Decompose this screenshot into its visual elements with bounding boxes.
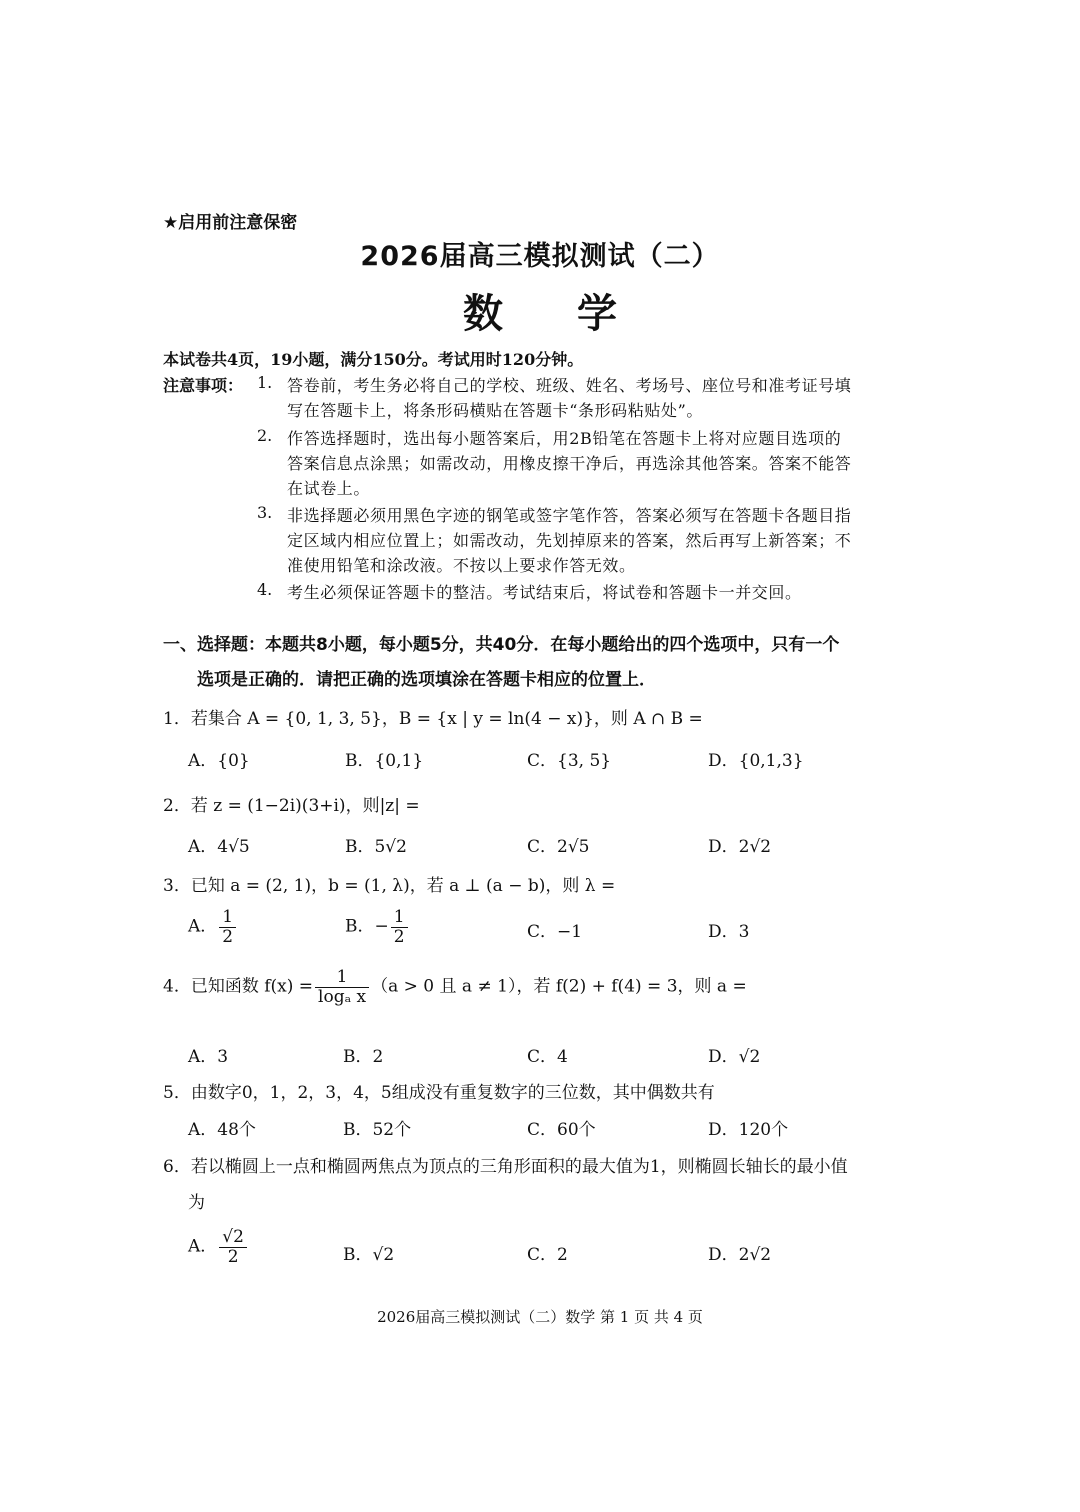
q4-option-d: D．√2 — [708, 1047, 761, 1067]
q2-option-b: B．5√2 — [345, 837, 407, 857]
fraction-numerator: 1 — [391, 908, 408, 928]
q6-option-b: B．√2 — [343, 1245, 395, 1265]
question-2-stem: 2．若 z = (1−2i)(3+i)，则|z| = — [163, 796, 420, 816]
section-1-heading-cont: 选项是正确的．请把正确的选项填涂在答题卡相应的位置上． — [197, 670, 656, 690]
q3-option-a-fraction — [219, 908, 236, 946]
fraction-denominator: 2 — [393, 926, 405, 947]
note-1-line-1: 答卷前，考生务必将自己的学校、班级、姓名、考场号、座位号和准考证号填 — [287, 376, 852, 395]
q4-option-c: C．4 — [527, 1047, 568, 1067]
note-2-line-1: 作答选择题时，选出每小题答案后，用2B铅笔在答题卡上将对应题目选项的 — [287, 429, 842, 448]
q6-option-a — [188, 1228, 249, 1266]
subject-title: 数 学 — [463, 291, 647, 337]
q3-option-c: C．−1 — [527, 922, 583, 942]
notes-label: 注意事项： — [163, 376, 244, 395]
q4-fraction — [315, 968, 369, 1006]
q3-option-a — [188, 908, 238, 946]
note-3-line-1: 非选择题必须用黑色字迹的钢笔或签字笔作答，答案必须写在答题卡各题目指 — [287, 506, 852, 525]
note-2-line-2: 答案信息点涂黑；如需改动，用橡皮擦干净后，再选涂其他答案。答案不能答 — [287, 454, 852, 473]
fraction-denominator: 2 — [227, 1246, 239, 1267]
q1-option-c: C．{3, 5} — [527, 751, 612, 771]
q4-stem-pre: 4．已知函数 f(x) = — [163, 976, 314, 997]
q5-option-c: C．60个 — [527, 1120, 596, 1140]
question-6-stem-cont: 为 — [188, 1193, 205, 1213]
q6-option-d: D．2√2 — [708, 1245, 772, 1265]
q3-option-b-label: B．− — [345, 916, 389, 937]
q3-option-a-label: A． — [188, 916, 218, 937]
q3-option-b-fraction — [391, 908, 408, 946]
fraction-numerator: 1 — [315, 968, 369, 988]
q1-option-d: D．{0,1,3} — [708, 751, 804, 771]
fraction-denominator: logₐ x — [318, 986, 367, 1007]
q4-option-b: B．2 — [343, 1047, 384, 1067]
q6-option-a-fraction — [219, 1228, 247, 1266]
q1-option-b: B．{0,1} — [345, 751, 424, 771]
q6-option-a-label: A． — [188, 1236, 218, 1257]
note-1-number: 1. — [257, 373, 273, 392]
fraction-numerator: √2 — [219, 1228, 247, 1248]
q4-stem-post: （a > 0 且 a ≠ 1），若 f(2) + f(4) = 3，则 a = — [371, 976, 747, 997]
exam-intro: 本试卷共4页，19小题，满分150分。考试用时120分钟。 — [163, 350, 584, 369]
q2-option-c: C．2√5 — [527, 837, 590, 857]
q5-option-b: B．52个 — [343, 1120, 412, 1140]
exam-title: 2026届高三模拟测试（二） — [360, 241, 720, 272]
q4-option-a: A．3 — [188, 1047, 229, 1067]
note-4-line-1: 考生必须保证答题卡的整洁。考试结束后，将试卷和答题卡一并交回。 — [287, 583, 802, 602]
page-footer: 2026届高三模拟测试（二）数学 第 1 页 共 4 页 — [377, 1308, 703, 1326]
fraction-numerator: 1 — [219, 908, 236, 928]
q2-option-d: D．2√2 — [708, 837, 772, 857]
q3-option-d: D．3 — [708, 922, 750, 942]
note-3-line-3: 准使用铅笔和涂改液。不按以上要求作答无效。 — [287, 556, 636, 575]
question-3-stem: 3．已知 a = (2, 1)，b = (1, λ)，若 a ⊥ (a − b)，则 λ = — [163, 876, 616, 896]
question-4-stem — [163, 968, 747, 1006]
fraction-denominator: 2 — [222, 926, 234, 947]
question-1-stem: 1．若集合 A = {0, 1, 3, 5}，B = {x | y = ln(4 − x)}，则 A ∩ B = — [163, 709, 703, 729]
note-3-line-2: 定区域内相应位置上；如需改动，先划掉原来的答案，然后再写上新答案；不 — [287, 531, 852, 550]
q3-option-b — [345, 908, 410, 946]
note-4-number: 4. — [257, 580, 273, 599]
note-2-line-3: 在试卷上。 — [287, 479, 371, 498]
note-3-number: 3. — [257, 503, 273, 522]
question-5-stem: 5．由数字0，1，2，3，4，5组成没有重复数字的三位数，其中偶数共有 — [163, 1083, 715, 1103]
section-1-heading: 一、选择题：本题共8小题，每小题5分，共40分．在每小题给出的四个选项中，只有一个 — [163, 635, 840, 655]
note-1-line-2: 写在答题卡上，将条形码横贴在答题卡“条形码粘贴处”。 — [287, 401, 703, 420]
confidential-tag: ★启用前注意保密 — [163, 213, 298, 233]
q5-option-d: D．120个 — [708, 1120, 789, 1140]
q2-option-a: A．4√5 — [188, 837, 250, 857]
note-2-number: 2. — [257, 426, 273, 445]
q5-option-a: A．48个 — [188, 1120, 256, 1140]
q1-option-a: A．{0} — [188, 751, 250, 771]
question-6-stem: 6．若以椭圆上一点和椭圆两焦点为顶点的三角形面积的最大值为1，则椭圆长轴长的最小值 — [163, 1157, 848, 1177]
q6-option-c: C．2 — [527, 1245, 568, 1265]
